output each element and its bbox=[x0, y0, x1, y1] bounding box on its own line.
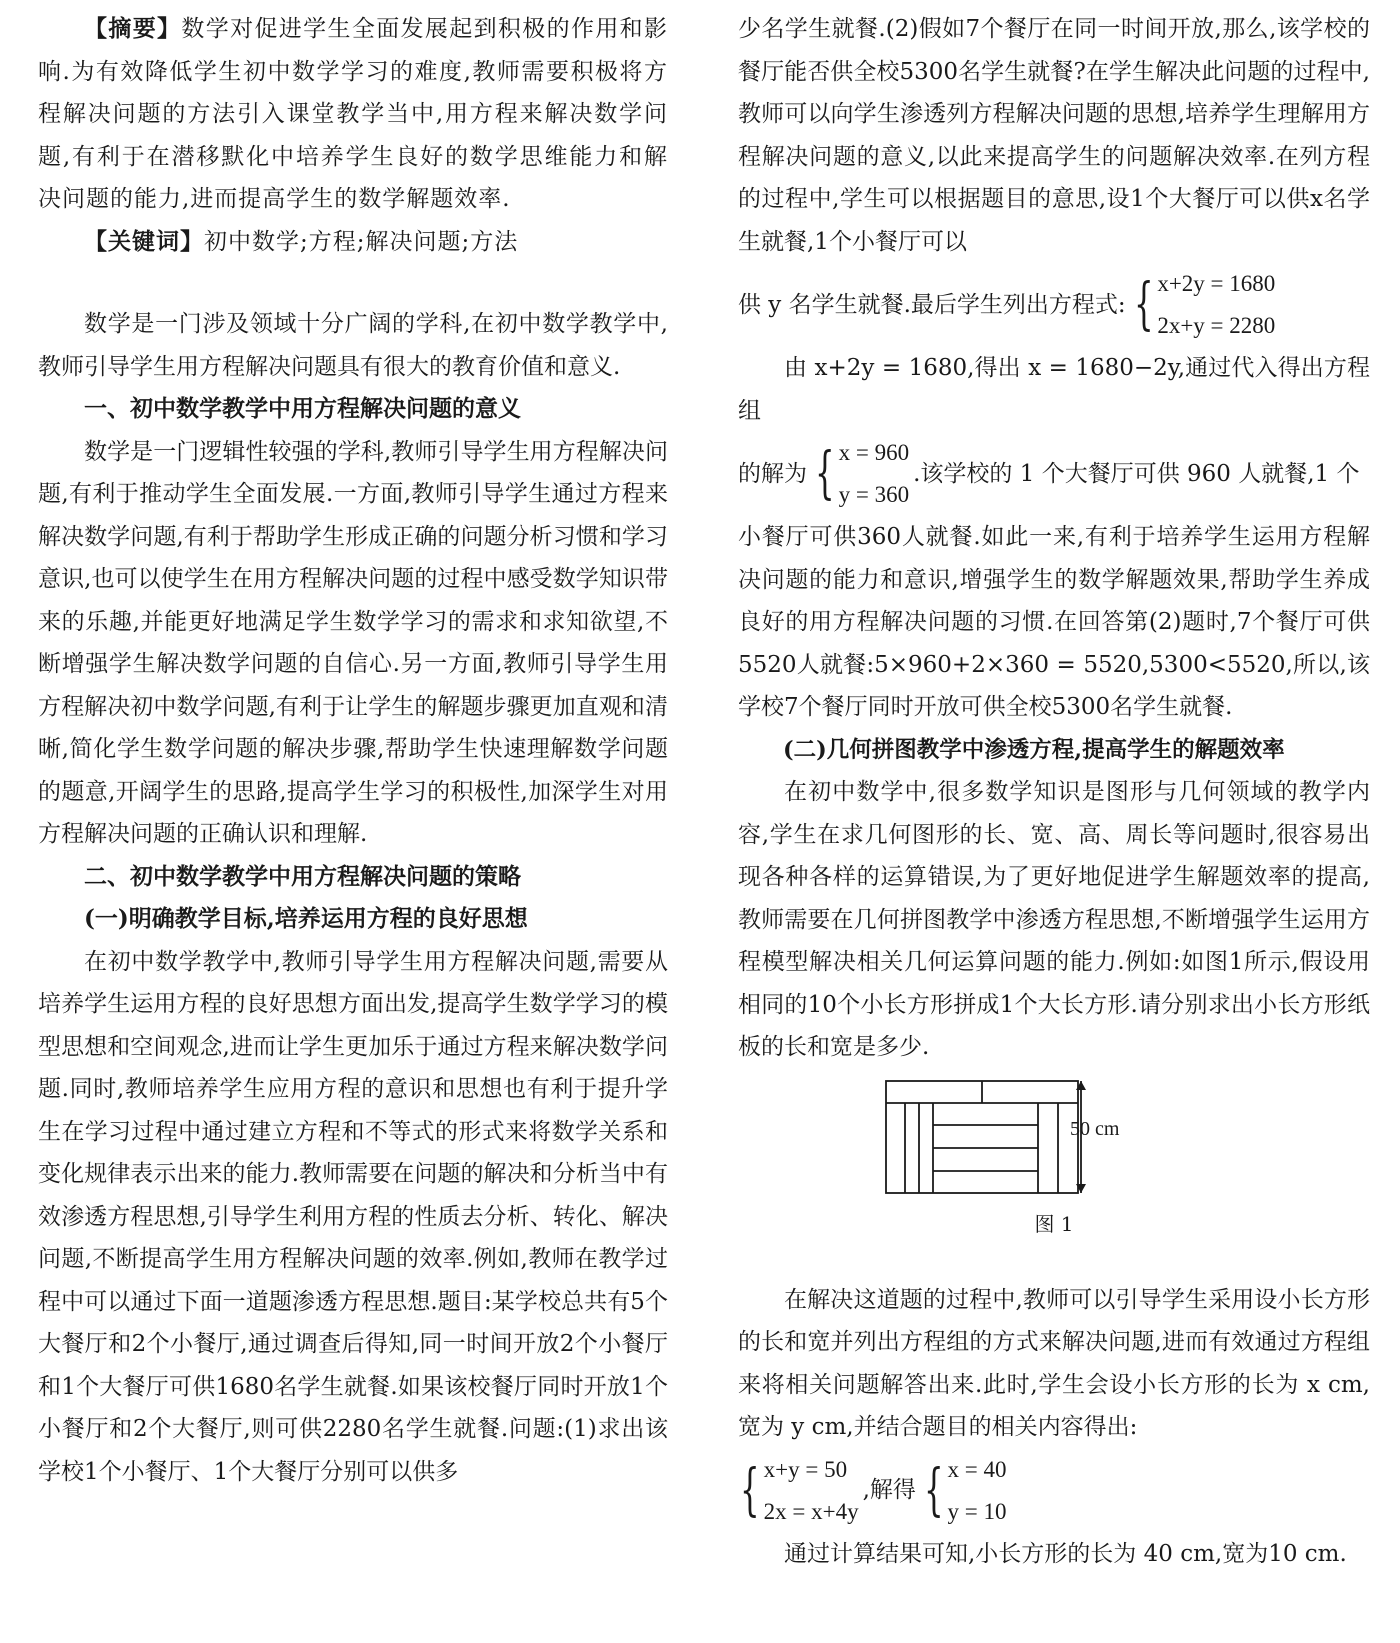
dimension-label: 50 cm bbox=[1070, 1117, 1120, 1140]
solution-line bbox=[738, 432, 1370, 516]
left-brace: { bbox=[740, 1457, 760, 1523]
solution-x: x = 960 bbox=[838, 440, 910, 465]
keywords-label: 【关键词】 bbox=[84, 228, 204, 255]
subsection-1-paragraph: 在初中数学教学中,教师引导学生用方程解决问题,需要从培养学生运用方程的良好思想方面出发,提高学生数学学习的模型思想和空间观念,进而让学生更加乐于通过方程来解决数学问题.同时,教师培养学生应用方程的意识和思想也有利于提升学生在学习过程中通过建立方程和不等式的形式来将数学关系和变化规律表示出来的能力.教师需要在问题的解决和分析当中有效渗透方程思想,引导学生利用方程的性质去分析、转化、解决问题,不断提高学生用方程解决问题的效率.例如,教师在教学过程中可以通过下面一道题渗透方程思想.题目:某学校总共有5个大餐厅和2个小餐厅,通过调查后得知,同一时间开放2个小餐厅和1个大餐厅可供1680名学生就餐.如果该校餐厅同时开放1个小餐厅和2个大餐厅,则可供2280名学生就餐.问题:(1)求出该学校1个小餐厅、1个大餐厅分别可以供多 bbox=[38, 948, 668, 1485]
left-brace: { bbox=[815, 441, 835, 506]
equation-line-1 bbox=[738, 263, 1370, 347]
keywords-text: 初中数学;方程;解决问题;方法 bbox=[204, 228, 519, 255]
solution-x-2: x = 40 bbox=[947, 1456, 1007, 1482]
subsection-2-paragraph: 在初中数学中,很多数学知识是图形与几何领域的教学内容,学生在求几何图形的长、宽、高、周长等问题时,很容易出现各种各样的运算错误,为了更好地促进学生解题效率的提高,教师需要在几何拼图教学中渗透方程思想,不断增强学生运用方程模型解决相关几何运算问题的能力.例如:如图1所示,假设用相同的10个小长方形拼成1个大长方形.请分别求出小长方形纸板的长和宽是多少. bbox=[738, 779, 1370, 1060]
abstract-text: 数学对促进学生全面发展起到积极的作用和影响.为有效降低学生初中数学学习的难度,教师需要积极将方程解决问题的方法引入课堂教学当中,用方程来解决数学问题,有利于在潜移默化中培养学生良好的数学思维能力和解决问题的能力,进而提高学生的数学解题效率. bbox=[38, 16, 669, 212]
conclusion-paragraph: 小餐厅可供360人就餐.如此一来,有利于培养学生运用方程解决问题的能力和意识,增强学生的数学解题效果,帮助学生养成良好的用方程解决问题的习惯.在回答第(2)题时,7个餐厅可供5520人就餐:5×960+2×360 = 5520,5300<5520,所以,该学校7个餐厅同时开放可供全校5300名学生就餐. bbox=[738, 524, 1370, 720]
spacer bbox=[38, 263, 668, 303]
section-2-heading: 二、初中数学教学中用方程解决问题的策略 bbox=[84, 862, 521, 890]
equation-3: x+y = 50 bbox=[763, 1456, 848, 1482]
left-brace: { bbox=[923, 1457, 944, 1523]
equation-intro-text: 供 y 名学生就餐.最后学生列出方程式: bbox=[738, 291, 1126, 318]
left-brace: { bbox=[1133, 272, 1154, 337]
left-column bbox=[38, 8, 668, 1493]
solve-text: ,解得 bbox=[862, 1477, 916, 1504]
equation-2: 2x+y = 2280 bbox=[1157, 313, 1276, 338]
abstract bbox=[38, 8, 668, 221]
right-column bbox=[738, 8, 1370, 1575]
equation-line-2 bbox=[738, 1449, 1370, 1533]
continued-paragraph: 少名学生就餐.(2)假如7个餐厅在同一时间开放,那么,该学校的餐厅能否供全校5300名学生就餐?在学生解决此问题的过程中,教师可以向学生渗透列方程解决问题的思想,培养学生理解用方程解决问题的意义,以此来提高学生的问题解决效率.在列方程的过程中,学生可以根据题目的意思,设1个大餐厅可以供x名学生就餐,1个小餐厅可以 bbox=[738, 16, 1370, 255]
solution-y: y = 360 bbox=[838, 482, 910, 507]
solution-system-1 bbox=[811, 432, 909, 516]
keywords bbox=[38, 221, 668, 264]
abstract-label: 【摘要】 bbox=[84, 16, 182, 42]
solving-paragraph: 在解决这道题的过程中,教师可以引导学生采用设小长方形的长和宽并列出方程组的方式来解决问题,进而有效通过方程组来将相关问题解答出来.此时,学生会设小长方形的长为 x cm,宽为 y cm,并结合题目的相关内容得出: bbox=[738, 1286, 1370, 1440]
figure-1 bbox=[738, 1069, 1370, 1279]
equation-system-1 bbox=[1130, 263, 1276, 347]
section-1-paragraph: 数学是一门逻辑性较强的学科,教师引导学生用方程解决问题,有利于推动学生全面发展.一方面,教师引导学生通过方程来解决数学问题,有利于帮助学生形成正确的问题分析习惯和学习意识,也可以使学生在用方程解决问题的过程中感受数学知识带来的乐趣,并能更好地满足学生数学学习的需求和求知欲望,不断增强学生解决数学问题的自信心.另一方面,教师引导学生用方程解决初中数学问题,有利于让学生的解题步骤更加直观和清晰,简化学生数学问题的解决步骤,帮助学生快速理解数学问题的题意,开阔学生的思路,提高学生学习的积极性,加深学生对用方程解决问题的正确认识和理解. bbox=[38, 438, 668, 847]
equation-system-2 bbox=[736, 1449, 859, 1533]
solution-system-2 bbox=[920, 1449, 1007, 1533]
solution-y-2: y = 10 bbox=[947, 1498, 1007, 1524]
figure-caption: 图 1 bbox=[1034, 1211, 1074, 1236]
equation-1: x+2y = 1680 bbox=[1157, 271, 1276, 296]
final-paragraph: 通过计算结果可知,小长方形的长为 40 cm,宽为10 cm. bbox=[784, 1540, 1347, 1567]
subsection-1-heading: (一)明确教学目标,培养运用方程的良好思想 bbox=[84, 905, 528, 932]
section-1-heading: 一、初中数学教学中用方程解决问题的意义 bbox=[84, 395, 521, 422]
solution-pre-text: 的解为 bbox=[738, 460, 807, 487]
equation-4: 2x = x+4y bbox=[763, 1498, 859, 1524]
subsection-2-heading: (二)几何拼图教学中渗透方程,提高学生的解题效率 bbox=[783, 736, 1285, 763]
substitution-line: 由 x+2y = 1680,得出 x = 1680−2y,通过代入得出方程组 bbox=[738, 355, 1370, 424]
solution-post-text: .该学校的 1 个大餐厅可供 960 人就餐,1 个 bbox=[913, 460, 1360, 487]
intro-paragraph: 数学是一门涉及领域十分广阔的学科,在初中数学教学中,教师引导学生用方程解决问题具有很大的教育价值和意义. bbox=[38, 311, 668, 380]
